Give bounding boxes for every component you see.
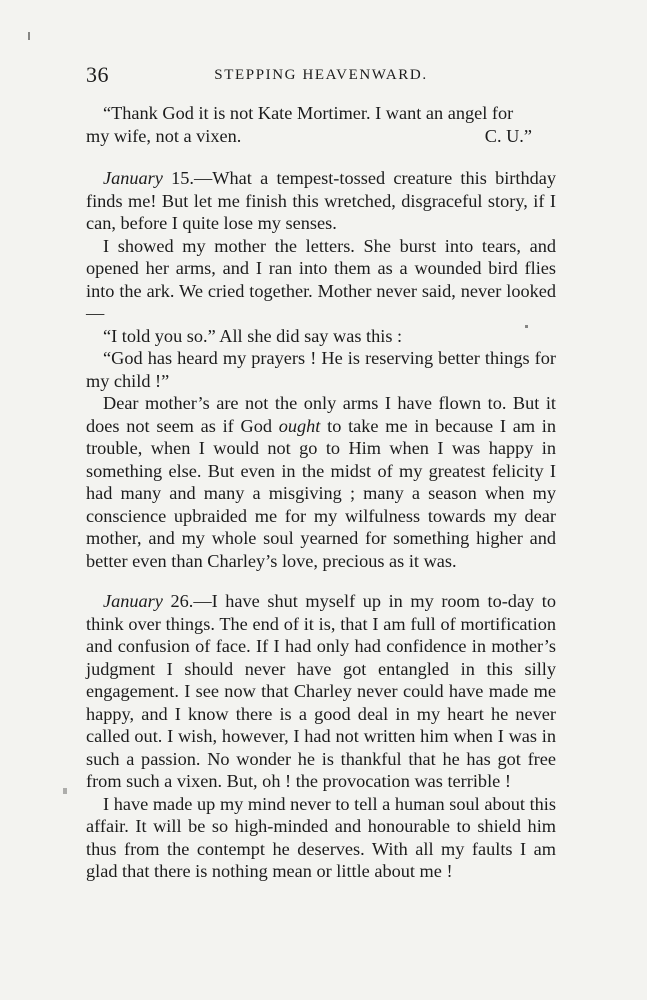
section-gap [86, 147, 556, 167]
diary-entry-january-15 [86, 167, 556, 235]
emphasized-word: ought [278, 415, 321, 436]
section-gap [86, 572, 556, 590]
paragraph [86, 392, 556, 572]
scan-speck-top-left [28, 32, 30, 40]
entry-text: 26.—I have shut myself up in my room to-day to think over things. The end of it is, that I am full of mortification and confusion of face. If I had only had confidence in mother’s judgment I should never have got entangled in this silly engagement. I see now that Charley never could have made me happy, and I know there is a good deal in my heart he never called out. I wish, however, I had not written him when I was in such a passion. No wonder he is thankful that he has got free from such a vixen. But, oh ! the provocation was terrible ! [86, 591, 556, 791]
entry-date: January [103, 168, 163, 188]
running-head: STEPPING HEAVENWARD. [214, 67, 428, 83]
scan-speck-left [63, 788, 67, 794]
page-number: 36 [86, 62, 109, 87]
paragraph: “I told you so.” All she did say was this : [103, 325, 403, 346]
entry-text: 15.—What a tempest-tossed creature this birthday finds me! But let me finish this wretched, disgraceful story, if I can, before I quite lose my senses. [86, 168, 556, 233]
paragraph: I showed my mother the letters. She burst into tears, and opened her arms, and I ran into them as a wounded bird flies into the ark. We cried together. Mother never said, never looked— [86, 235, 556, 323]
paragraph: I have made up my mind never to tell a human soul about this affair. It will be so high-minded and honourable to shield him thus from the contempt he deserves. With all my faults I am glad that there is nothing mean or little about me ! [86, 793, 556, 881]
letter-signature: C. U.” [484, 125, 532, 146]
page-body [86, 102, 556, 883]
letter-closing-line [86, 125, 556, 148]
paragraph: “God has heard my prayers ! He is reserving better things for my child !” [86, 348, 556, 391]
letter-line-1: “Thank God it is not Kate Mortimer. I want an angel for [103, 103, 514, 123]
entry-date: January [103, 591, 163, 611]
page-header [86, 62, 556, 92]
letter-line-2: my wife, not a vixen. [86, 125, 242, 146]
paragraph-text: to take me in because I am in trouble, when I would not go to Him when I was happy in something else. But even in the midst of my greatest felicity I had many and many a misgiving ; many a season when my conscience upbraided me for my wilfulness towards my dear mother, and my whole soul yearned for something higher and better even than Charley’s love, precious as it was. [86, 415, 556, 571]
paragraph-text: Dear mother’s are not the only arms I have flown to. But it does not seem as if God [86, 393, 556, 436]
diary-entry-january-26 [86, 590, 556, 793]
